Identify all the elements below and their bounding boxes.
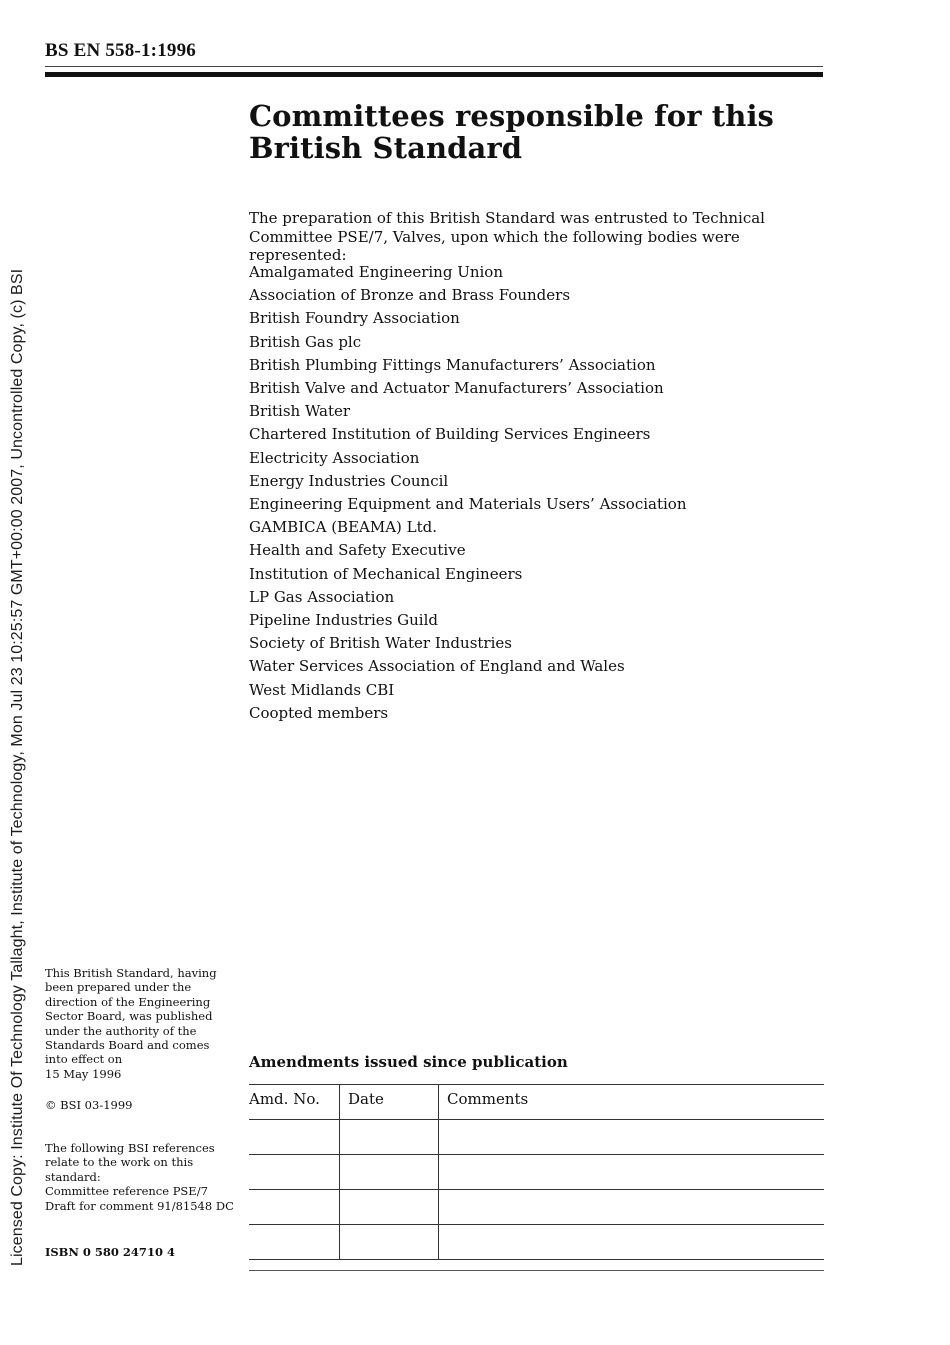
publication-note [45, 966, 235, 1081]
list-item: Chartered Institution of Building Services Engineers [249, 425, 651, 444]
list-item: LP Gas Association [249, 587, 395, 606]
table-cell [340, 1225, 439, 1260]
list-item: British Foundry Association [249, 309, 460, 328]
committee-reference: Committee reference PSE/7 [45, 1184, 208, 1199]
footer-rule [249, 1270, 824, 1271]
list-item: Energy Industries Council [249, 471, 449, 490]
list-item: Engineering Equipment and Materials Users’ Association [249, 495, 687, 514]
publication-date: 15 May 1996 [45, 1066, 122, 1081]
copyright-notice: © BSI 03-1999 [45, 1098, 133, 1112]
bsi-references [45, 1141, 240, 1213]
list-item: Society of British Water Industries [249, 634, 512, 653]
table-cell [340, 1120, 439, 1155]
table-cell [439, 1120, 825, 1155]
publication-note-line: This British Standard, having [45, 966, 217, 980]
publication-note-line: under the authority of the [45, 1023, 197, 1038]
table-row [249, 1120, 824, 1155]
list-item: GAMBICA (BEAMA) Ltd. [249, 518, 438, 537]
amendments-heading: Amendments issued since publication [249, 1053, 568, 1071]
table-row [249, 1225, 824, 1260]
draft-reference: Draft for comment 91/81548 DC [45, 1198, 234, 1213]
reference-line: The following BSI references [45, 1141, 215, 1155]
table-cell [340, 1190, 439, 1225]
list-item: Coopted members [249, 703, 389, 722]
reference-line: relate to the work on this [45, 1155, 194, 1170]
isbn: ISBN 0 580 24710 4 [45, 1245, 175, 1259]
list-item: Electricity Association [249, 448, 420, 467]
list-item: British Valve and Actuator Manufacturers’ Association [249, 379, 664, 398]
table-cell [249, 1155, 340, 1190]
table-cell [249, 1120, 340, 1155]
page-title-line-1: Committees responsible for this [249, 99, 774, 133]
licensed-copy-watermark: Licensed Copy: Institute Of Technology Tallaght, Institute of Technology, Mon Jul 23 10:25:57 GMT+00:00 2007, Uncontrolled Copy, (c) BSI [9, 268, 26, 1266]
intro-paragraph [249, 209, 829, 265]
column-header-amd-no: Amd. No. [249, 1085, 340, 1120]
list-item: Amalgamated Engineering Union [249, 263, 503, 281]
list-item: Water Services Association of England and Wales [249, 657, 625, 676]
column-header-comments: Comments [439, 1085, 825, 1120]
list-item: Institution of Mechanical Engineers [249, 564, 523, 583]
table-cell [439, 1225, 825, 1260]
publication-note-line: Sector Board, was published [45, 1009, 213, 1024]
header-thin-rule [45, 66, 823, 67]
reference-line: standard: [45, 1169, 101, 1184]
header-thick-rule [45, 72, 823, 77]
page-title [249, 100, 774, 164]
list-item: Pipeline Industries Guild [249, 611, 438, 630]
list-item: British Plumbing Fittings Manufacturers’ Association [249, 355, 656, 374]
publication-note-line: into effect on [45, 1052, 123, 1067]
represented-bodies-list [249, 261, 686, 725]
intro-line-1: The preparation of this British Standard was entrusted to Technical [249, 209, 765, 227]
publication-note-line: direction of the Engineering [45, 994, 211, 1009]
list-item: British Gas plc [249, 332, 362, 351]
table-cell [439, 1190, 825, 1225]
list-item: British Water [249, 402, 351, 421]
table-cell [249, 1190, 340, 1225]
publication-note-line: Standards Board and comes [45, 1038, 210, 1053]
table-cell [249, 1225, 340, 1260]
table-cell [439, 1155, 825, 1190]
publication-note-line: been prepared under the [45, 980, 192, 995]
intro-line-2: Committee PSE/7, Valves, upon which the following bodies were represented: [249, 227, 740, 264]
table-row [249, 1155, 824, 1190]
table-cell [340, 1155, 439, 1190]
amendments-table [249, 1084, 824, 1260]
list-item: West Midlands CBI [249, 680, 395, 699]
page-title-line-2: British Standard [249, 131, 523, 165]
table-row [249, 1190, 824, 1225]
list-item: Health and Safety Executive [249, 541, 466, 560]
table-header-row [249, 1085, 824, 1120]
column-header-date: Date [340, 1085, 439, 1120]
document-number: BS EN 558-1:1996 [45, 40, 196, 61]
list-item: Association of Bronze and Brass Founders [249, 286, 571, 305]
